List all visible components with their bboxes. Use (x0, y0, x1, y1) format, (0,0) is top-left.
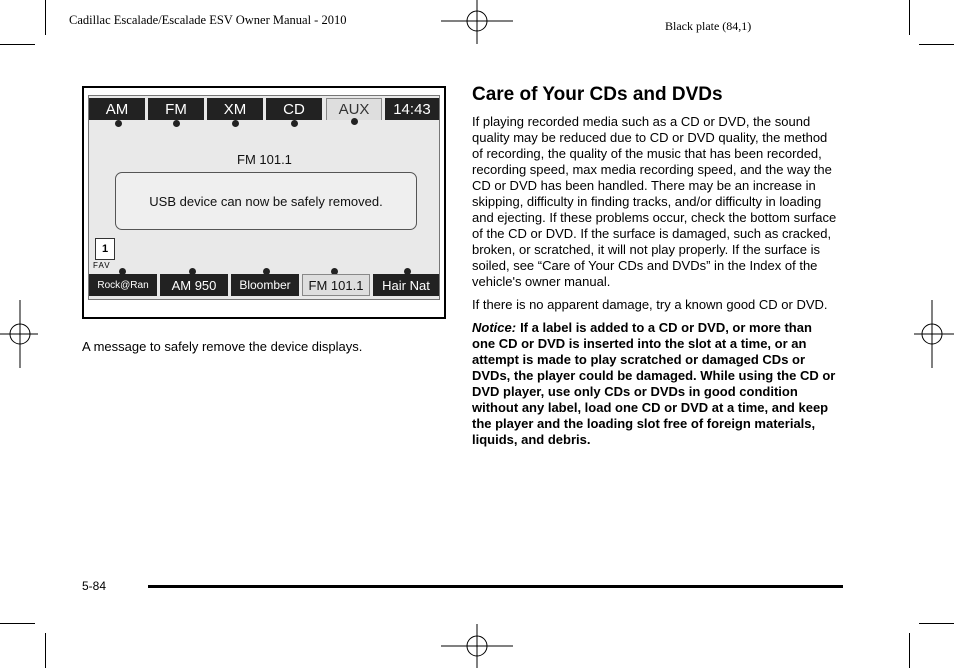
radio-display-figure (82, 86, 446, 319)
indicator-dot (351, 118, 358, 125)
tab-fm[interactable]: FM (148, 98, 204, 120)
preset-button-2[interactable]: AM 950 (160, 274, 228, 296)
paragraph-1: If playing recorded media such as a CD or DVD, the sound quality may be reduced due to CD or DVD quality, the method of recording, the quality of the music that has been recorded, recording speed, max media recording speed, and the way the CD or DVD has been handled. There may be an increase in skipping, difficulty in finding tracks, and/or difficulty in loading and ejecting. If these problems occur, check the bottom surface of the CD or DVD. If the surface is damaged, such as cracked, broken, or scratched, it will not play properly. If the surface is soiled, see “Care of Your CDs and DVDs” in the Index of the vehicle's owner manual. (472, 114, 837, 289)
notice-label: Notice: (472, 320, 517, 335)
usb-removal-message: USB device can now be safely removed. (115, 172, 417, 230)
display-screen (88, 95, 440, 300)
fav-label: FAV (93, 261, 111, 270)
page-number: 5-84 (82, 579, 107, 593)
black-plate-label: Black plate (84,1) (665, 19, 752, 33)
indicator-dot (291, 120, 298, 127)
footer-rule (148, 585, 843, 588)
notice-text: If a label is added to a CD or DVD, or more than one CD or DVD is inserted into the slot at a time, or an attempt is made to play scratched or damaged CDs or DVDs, the player could be damaged. While using the CD or DVD player, use only CDs or DVDs in good condition without any label, load one CD or DVD at a time, and keep the player and the loading slot free of foreign materials, liquids, and debris. (472, 320, 836, 447)
manual-title: Cadillac Escalade/Escalade ESV Owner Manual - 2010 (69, 13, 347, 27)
tab-aux[interactable]: AUX (326, 98, 382, 120)
preset-button-3[interactable]: Bloomber (231, 274, 299, 296)
preset-button-1[interactable]: Rock@Ran (89, 274, 157, 296)
preset-button-4[interactable]: FM 101.1 (302, 274, 370, 296)
article (472, 84, 838, 455)
figure-caption: A message to safely remove the device displays. (82, 339, 363, 354)
clock: 14:43 (385, 98, 439, 120)
tab-cd[interactable]: CD (266, 98, 322, 120)
preset-button-5[interactable]: Hair Nat (373, 274, 439, 296)
tab-am[interactable]: AM (89, 98, 145, 120)
paragraph-2: If there is no apparent damage, try a known good CD or DVD. (472, 297, 828, 312)
indicator-dot (173, 120, 180, 127)
current-frequency: FM 101.1 (237, 152, 292, 167)
tab-xm[interactable]: XM (207, 98, 263, 120)
section-heading: Care of Your CDs and DVDs (472, 84, 723, 105)
notice-paragraph (472, 320, 838, 448)
fav-page-icon[interactable]: 1 (95, 238, 115, 260)
indicator-dot (115, 120, 122, 127)
indicator-dot (232, 120, 239, 127)
